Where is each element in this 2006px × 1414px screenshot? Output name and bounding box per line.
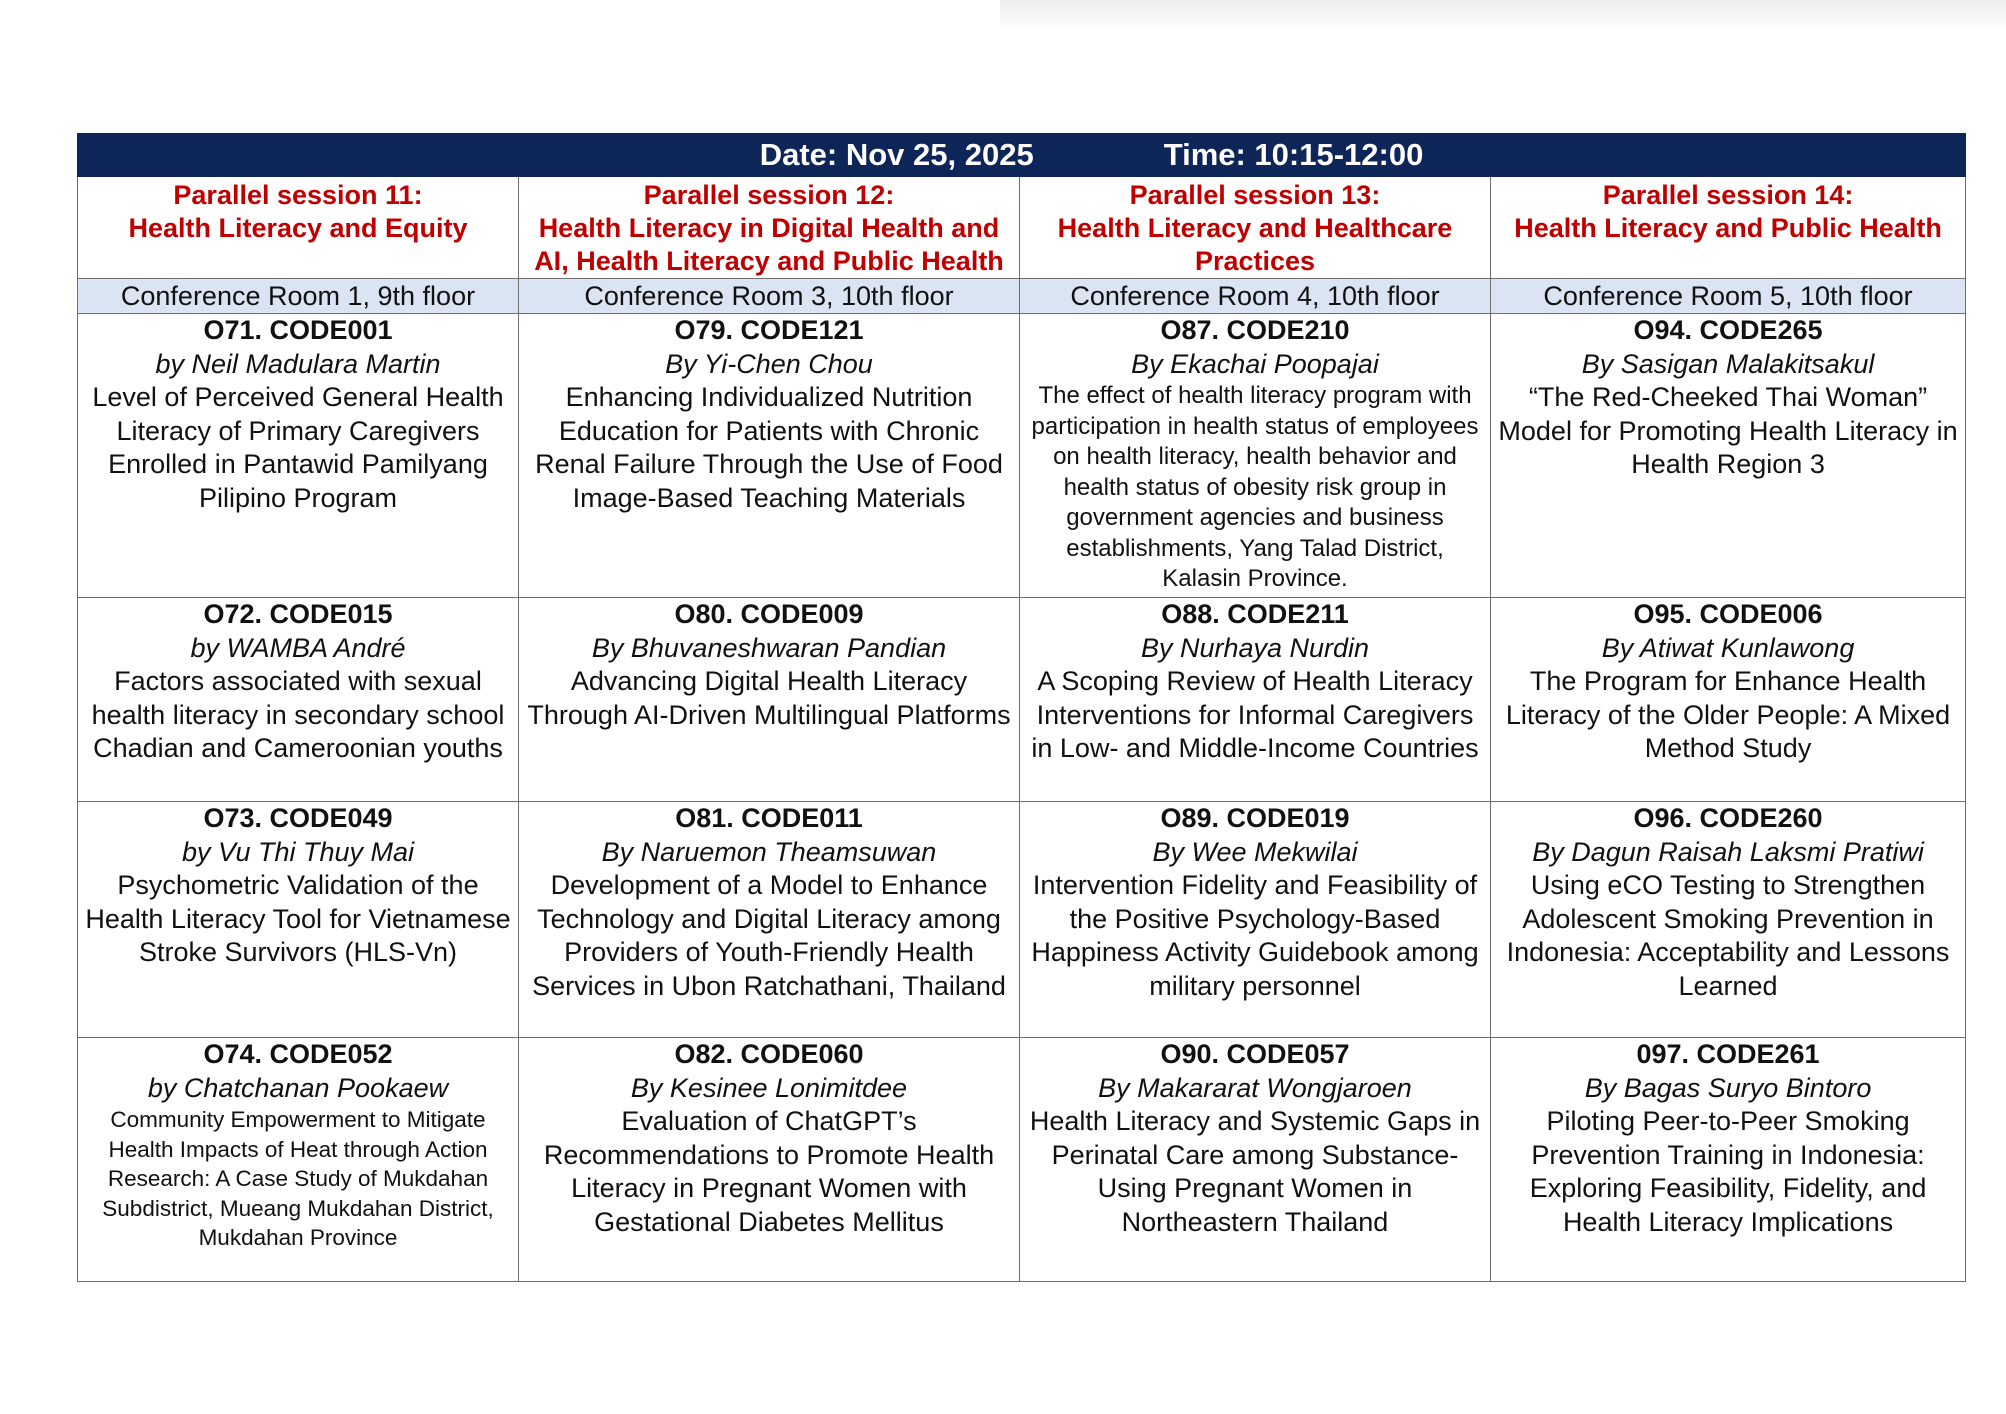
session-title: Parallel session 11: bbox=[173, 180, 423, 210]
room-label: Conference Room 4, 10th floor bbox=[1020, 279, 1491, 314]
session-subtitle: Health Literacy in Digital Health and AI, Health Literacy and Public Health bbox=[534, 213, 1004, 276]
paper-cell bbox=[1491, 1038, 1966, 1282]
paper-title: Piloting Peer-to-Peer Smoking Prevention Training in Indonesia: Exploring Feasibility, Fidelity, and Health Literacy Implications bbox=[1529, 1106, 1927, 1237]
paper-row bbox=[78, 598, 1966, 802]
paper-cell bbox=[1491, 314, 1966, 598]
paper-title: Factors associated with sexual health literacy in secondary school Chadian and Cameroonian youths bbox=[91, 666, 505, 763]
paper-code: O87. CODE210 bbox=[1160, 315, 1350, 345]
paper-code: O82. CODE060 bbox=[674, 1039, 864, 1069]
paper-author: By Dagun Raisah Laksmi Pratiwi bbox=[1532, 836, 1924, 867]
paper-cell bbox=[78, 598, 519, 802]
paper-title: Community Empowerment to Mitigate Health Impacts of Heat through Action Research: A Case Study of Mukdahan Subdistrict, Mueang Mukdahan District, Mukdahan Province bbox=[102, 1107, 494, 1250]
paper-author: By Kesinee Lonimitdee bbox=[630, 1072, 908, 1103]
paper-cell bbox=[519, 598, 1020, 802]
session-subtitle: Health Literacy and Public Health bbox=[1514, 213, 1942, 243]
paper-title: Using eCO Testing to Strengthen Adolescent Smoking Prevention in Indonesia: Acceptability and Lessons Learned bbox=[1506, 870, 1950, 1001]
paper-code: O88. CODE211 bbox=[1161, 599, 1349, 629]
paper-code: O73. CODE049 bbox=[203, 803, 393, 833]
paper-author: By Makararat Wongjaroen bbox=[1098, 1072, 1412, 1103]
paper-cell bbox=[78, 1038, 519, 1282]
paper-cell bbox=[1020, 1038, 1491, 1282]
room-label: Conference Room 5, 10th floor bbox=[1491, 279, 1966, 314]
room-row bbox=[78, 279, 1966, 314]
paper-cell bbox=[519, 314, 1020, 598]
schedule-table bbox=[77, 133, 1966, 1282]
top-shadow bbox=[1000, 0, 2006, 30]
paper-author: by Neil Madulara Martin bbox=[155, 348, 441, 379]
paper-cell bbox=[1491, 802, 1966, 1038]
paper-code: O79. CODE121 bbox=[674, 315, 864, 345]
paper-title: Intervention Fidelity and Feasibility of the Positive Psychology-Based Happiness Activity Guidebook among military personnel bbox=[1031, 870, 1479, 1001]
paper-author: by Vu Thi Thuy Mai bbox=[181, 836, 415, 867]
paper-row bbox=[78, 1038, 1966, 1282]
session-12-header bbox=[519, 177, 1020, 279]
paper-author: By Ekachai Poopajai bbox=[1131, 348, 1379, 379]
paper-cell bbox=[78, 314, 519, 598]
paper-author: By Wee Mekwilai bbox=[1152, 836, 1358, 867]
session-title: Parallel session 14: bbox=[1602, 180, 1854, 210]
paper-title: Health Literacy and Systemic Gaps in Perinatal Care among Substance-Using Pregnant Women in Northeastern Thailand bbox=[1029, 1106, 1481, 1237]
time-label: Time: 10:15-12:00 bbox=[1163, 137, 1424, 172]
paper-code: O94. CODE265 bbox=[1633, 315, 1823, 345]
session-title: Parallel session 12: bbox=[643, 180, 895, 210]
paper-code: O89. CODE019 bbox=[1160, 803, 1350, 833]
paper-author: By Bhuvaneshwaran Pandian bbox=[591, 632, 947, 663]
paper-code: 097. CODE261 bbox=[1636, 1039, 1820, 1069]
paper-code: O71. CODE001 bbox=[203, 315, 393, 345]
session-13-header bbox=[1020, 177, 1491, 279]
paper-row bbox=[78, 314, 1966, 598]
paper-author: by Chatchanan Pookaew bbox=[147, 1072, 449, 1103]
paper-title: A Scoping Review of Health Literacy Interventions for Informal Caregivers in Low- and Middle-Income Countries bbox=[1031, 666, 1479, 763]
paper-cell bbox=[519, 1038, 1020, 1282]
paper-cell bbox=[1491, 598, 1966, 802]
session-14-header bbox=[1491, 177, 1966, 279]
date-time-banner bbox=[78, 134, 1966, 177]
paper-title: Evaluation of ChatGPT’s Recommendations to Promote Health Literacy in Pregnant Women with Gestational Diabetes Mellitus bbox=[543, 1106, 995, 1237]
paper-code: O81. CODE011 bbox=[675, 803, 863, 833]
date-label: Date: Nov 25, 2025 bbox=[759, 137, 1034, 172]
paper-author: By Yi-Chen Chou bbox=[665, 348, 873, 379]
paper-cell bbox=[1020, 802, 1491, 1038]
paper-author: By Sasigan Malakitsakul bbox=[1581, 348, 1875, 379]
paper-code: O90. CODE057 bbox=[1160, 1039, 1350, 1069]
paper-cell bbox=[78, 802, 519, 1038]
paper-title: The Program for Enhance Health Literacy of the Older People: A Mixed Method Study bbox=[1505, 666, 1951, 763]
paper-cell bbox=[1020, 314, 1491, 598]
session-title: Parallel session 13: bbox=[1129, 180, 1381, 210]
paper-code: O95. CODE006 bbox=[1633, 599, 1823, 629]
paper-title: Level of Perceived General Health Literacy of Primary Caregivers Enrolled in Pantawid Pamilyang Pilipino Program bbox=[92, 382, 504, 513]
session-subtitle: Health Literacy and Equity bbox=[128, 213, 468, 243]
room-label: Conference Room 1, 9th floor bbox=[78, 279, 519, 314]
paper-title: Enhancing Individualized Nutrition Education for Patients with Chronic Renal Failure Through the Use of Food Image-Based Teaching Materials bbox=[535, 382, 1003, 513]
room-label: Conference Room 3, 10th floor bbox=[519, 279, 1020, 314]
paper-title: “The Red-Cheeked Thai Woman” Model for Promoting Health Literacy in Health Region 3 bbox=[1498, 382, 1958, 479]
paper-title: The effect of health literacy program with participation in health status of employees on health literacy, health behavior and health status of obesity risk group in government agencies and business establishments, Yang Talad District, Kalasin Province. bbox=[1031, 382, 1479, 592]
paper-title: Advancing Digital Health Literacy Through AI-Driven Multilingual Platforms bbox=[527, 666, 1011, 730]
session-11-header bbox=[78, 177, 519, 279]
paper-title: Development of a Model to Enhance Technology and Digital Literacy among Providers of Youth-Friendly Health Services in Ubon Ratchathani, Thailand bbox=[532, 870, 1006, 1001]
session-subtitle: Health Literacy and Healthcare Practices bbox=[1057, 213, 1453, 276]
date-time-row bbox=[78, 134, 1966, 177]
paper-author: by WAMBA André bbox=[190, 632, 406, 663]
paper-author: By Nurhaya Nurdin bbox=[1140, 632, 1370, 663]
paper-row bbox=[78, 802, 1966, 1038]
paper-code: O74. CODE052 bbox=[203, 1039, 393, 1069]
paper-code: O96. CODE260 bbox=[1633, 803, 1823, 833]
paper-author: By Bagas Suryo Bintoro bbox=[1584, 1072, 1872, 1103]
paper-cell bbox=[519, 802, 1020, 1038]
paper-code: O72. CODE015 bbox=[203, 599, 393, 629]
paper-title: Psychometric Validation of the Health Literacy Tool for Vietnamese Stroke Survivors (HLS-Vn) bbox=[85, 870, 511, 967]
session-header-row bbox=[78, 177, 1966, 279]
paper-code: O80. CODE009 bbox=[674, 599, 864, 629]
paper-author: By Naruemon Theamsuwan bbox=[601, 836, 937, 867]
paper-author: By Atiwat Kunlawong bbox=[1601, 632, 1855, 663]
paper-cell bbox=[1020, 598, 1491, 802]
